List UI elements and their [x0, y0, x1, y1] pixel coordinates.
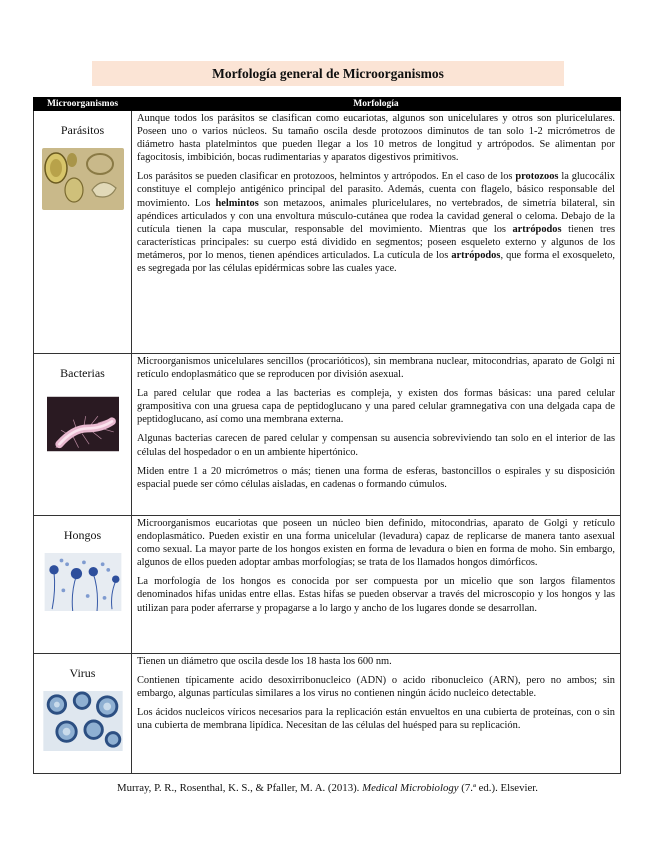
row-label-cell: [34, 354, 132, 516]
paragraph: [137, 517, 615, 569]
bold-term: protozoos: [515, 171, 559, 183]
text-run: son metazoos, animales pluricelulares, no vertebrados, de simetría bilateral, sin apéndices articulados y con una envoltura músculo-cutánea que rodea la cavidad general o celoma. Debajo de la cutícula tienen la capa muscular, responsable del movimiento. Mientras que los: [137, 197, 615, 235]
table-header-row: [34, 98, 621, 111]
row-description-cell: [132, 516, 621, 654]
virus-micrograph-image: [42, 691, 124, 751]
header-microorganismos: Microorganismos: [34, 98, 132, 111]
table-row-hongos: [34, 516, 621, 654]
text-run: Microorganismos unicelulares sencillos (procarióticos), sin membrana nuclear, mitocondrias, aparato de Golgi ni retículo endoplasmático que se reproducen por división asexual.: [137, 356, 615, 381]
text-run: tienen tres características principales: su cuerpo está dividido en segmentos; poseen esqueleto externo y algunos de los metámeros, por lo menos, tienen apéndices articulados. La cutícula de los: [137, 223, 615, 261]
row-description-cell: [132, 111, 621, 354]
citation-book-title: Medical Microbiology: [362, 782, 459, 794]
row-description-cell: [132, 654, 621, 774]
row-label: Bacterias: [60, 366, 105, 380]
paragraph: [137, 112, 615, 164]
table-row-virus: [34, 654, 621, 774]
fungi-micrograph-image: [42, 553, 124, 611]
paragraph: [137, 355, 615, 381]
row-description-cell: [132, 354, 621, 516]
document-title: Morfología general de Microorganismos: [92, 61, 564, 86]
paragraph: [137, 170, 615, 275]
bold-term: artrópodos: [512, 223, 562, 235]
row-label-cell: [34, 111, 132, 354]
text-run: Aunque todos los parásitos se clasifican como eucariotas, algunos son unicelulares y otros son pluricelulares. Poseen uno o varios núcleos. Su tamaño oscila desde protozoos diminutos de tan solo 1-2 micrómetros de diámetro hasta platelmintos que pueden llegar a los 10 metros de longitud y artrópodos. Se alimentan por fagocitosis, imbibición, bocas rudimentarias y aparatos digestivos primitivos.: [137, 113, 615, 164]
text-run: Algunas bacterias carecen de pared celular y compensan su ausencia sobreviviendo tan solo en el interior de las células del hospedador o en un ambiente hipertónico.: [137, 433, 615, 458]
paragraph: [137, 674, 615, 700]
row-label-cell: [34, 654, 132, 774]
citation: [0, 782, 655, 794]
row-label: Hongos: [63, 528, 102, 542]
paragraph: [137, 465, 615, 491]
text-run: Miden entre 1 a 20 micrómetros o más; tienen una forma de esferas, bastoncillos o espirales y su disposición espacial puede ser cómo células aisladas, en cadenas o formando cúmulos.: [137, 465, 615, 490]
paragraph: [137, 432, 615, 458]
paragraph: [137, 706, 615, 732]
text-run: La pared celular que rodea a las bacterias es compleja, y existen dos formas básicas: una pared celular grampositiva con una gruesa capa de peptidoglucano y una pared celular gramnegativa con una delgada capa de peptidoglucano, así como una membrana externa.: [137, 388, 615, 426]
row-label: Virus: [69, 666, 96, 680]
bacteria-micrograph-image: [47, 389, 119, 459]
text-run: , que forma el exosqueleto, es segregada por las células epidérmicas sobre las cuales yace.: [137, 249, 616, 275]
paragraph: [137, 655, 615, 668]
bold-term: artrópodos: [451, 249, 501, 261]
text-run: Los ácidos nucleicos víricos necesarios para la replicación están envueltos en una cubierta de proteínas, con o sin una cubierta de membrana lipídica. Necesitan de las células del huésped para su replicación.: [137, 707, 615, 732]
paragraph: [137, 575, 615, 614]
header-morfologia: Morfología: [132, 98, 621, 111]
text-run: la glucocálix constituye el complejo antigénico principal del parasito. Además, cuenta con flagelo, básico responsable del movimiento. Los: [137, 171, 615, 209]
text-run: Microorganismos eucariotas que poseen un núcleo bien definido, mitocondrias, aparato de Golgi y retículo endoplasmático. Pueden existir en una forma unicelular (levadura) capaz de replicarse de manera tanto asexual como sexual. La mayor parte de los hongos existen en forma de levadura o bien en forma de moho. Sin embargo, algunos de ellos pueden adoptar ambas morfologías; se trata de los llamados hongos dimórficos.: [137, 518, 615, 569]
citation-authors: Murray, P. R., Rosenthal, K. S., & Pfaller, M. A. (2013).: [117, 782, 363, 794]
text-run: La morfología de los hongos es conocida por ser compuesta por un micelio que son largos filamentos denominados hifas unidas entre ellas. Estas hifas se pueden observar a través del microscopio y los hongos y las utilizan para poder aferrarse y propagarse a lo largo y ancho de los lugares donde se desarrollan.: [137, 576, 615, 614]
citation-edition: (7.ª ed.). Elsevier.: [458, 782, 538, 794]
row-label-cell: [34, 516, 132, 654]
text-run: Contienen típicamente acido desoxirribonucleico (ADN) o acido ribonucleico (ARN), pero no ambos; sin embargo, algunas partículas similares a los virus no contienen ningún ácido nucleico detectable.: [137, 675, 615, 700]
row-label: Parásitos: [60, 123, 105, 137]
paragraph: [137, 387, 615, 426]
morphology-table: [33, 97, 621, 774]
text-run: Los parásitos se pueden clasificar en protozoos, helmintos y artrópodos. En el caso de los: [137, 171, 516, 183]
table-row-bacterias: [34, 354, 621, 516]
table-row-parasitos: [34, 111, 621, 354]
parasite-micrograph-image: [42, 148, 124, 210]
text-run: Tienen un diámetro que oscila desde los 18 hasta los 600 nm.: [137, 656, 392, 667]
bold-term: helmintos: [215, 197, 259, 209]
